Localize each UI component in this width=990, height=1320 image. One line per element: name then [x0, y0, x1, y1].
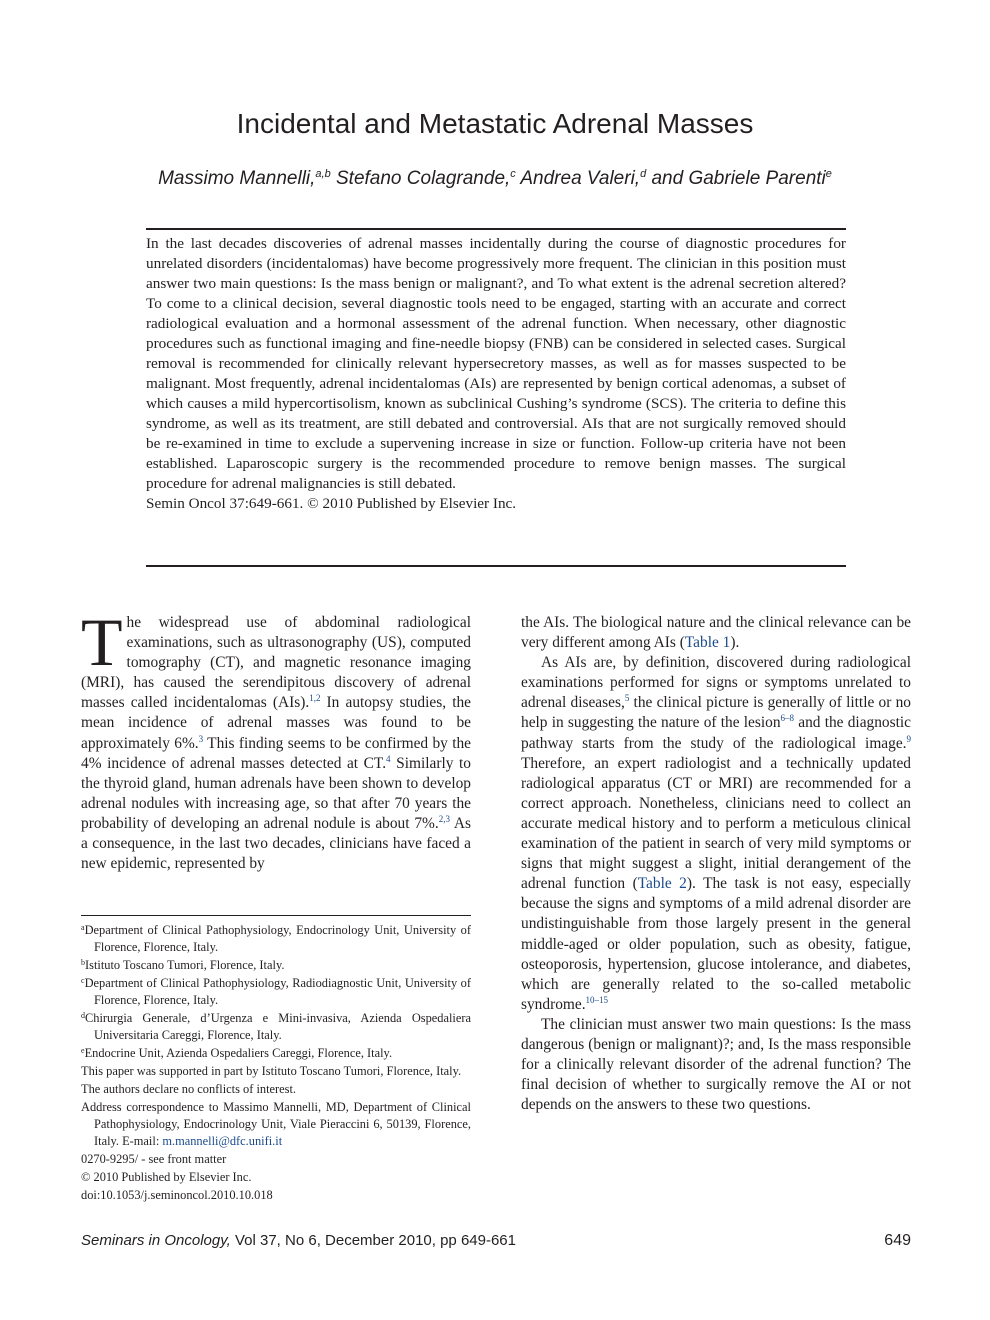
- journal-name: Seminars in Oncology,: [81, 1232, 231, 1249]
- body-text-run: In autopsy studies, the mean incidence of adrenal masses was found to be approximately 6%.: [81, 694, 471, 752]
- footnote-issn: 0270-9295/ - see front matter: [81, 1152, 227, 1166]
- reference-superscript[interactable]: 4: [386, 753, 391, 764]
- footnote-copyright: © 2010 Published by Elsevier Inc.: [81, 1170, 252, 1184]
- body-column-left: [81, 604, 471, 874]
- body-text-run: the AIs. The biological nature and the clinical relevance can be very different among AIs (: [521, 614, 911, 652]
- footnote-support: This paper was supported in part by Istituto Toscano Tumori, Florence, Italy.: [81, 1064, 462, 1078]
- body-text-run: As a consequence, in the last two decades, clinicians have faced a new epidemic, represented by: [81, 814, 471, 873]
- reference-superscript[interactable]: 2,3: [438, 813, 450, 824]
- author-list: [0, 168, 990, 190]
- reference-superscript[interactable]: 3: [198, 733, 204, 744]
- body-text-run: he widespread use of abdominal radiological examinations, such as ultrasonography (US), computed tomography (CT), and magnetic resonance imaging (MRI), has caused the serendipitous discovery of adrenal masses called incidentalomas (AIs).: [81, 614, 471, 712]
- abstract-citation: Semin Oncol 37:649-661. © 2010 Published by Elsevier Inc.: [146, 495, 517, 512]
- footnote-affiliation-a: $^a$Department of Clinical Pathophysiology, Endocrinology Unit, University of Florence, Florence, Italy.: [81, 923, 471, 954]
- body-text-run: and the diagnostic pathway starts from the study of the radiological image.: [521, 714, 911, 752]
- footnote-affiliation-e: $^e$Endocrine Unit, Azienda Ospedaliers Careggi, Florence, Italy.: [81, 1046, 393, 1060]
- footnote-affiliation-b: $^b$Istituto Toscano Tumori, Florence, Italy.: [81, 958, 285, 972]
- journal-footer: [81, 1232, 911, 1249]
- footnote-rule: [81, 915, 471, 916]
- author-name: Stefano Colagrande,: [330, 168, 511, 189]
- body-text-run: This finding seems to be confirmed by the 4% incidence of adrenal masses detected at CT.: [81, 734, 471, 772]
- body-text-run: As AIs are, by definition, discovered during radiological examinations performed for signs or symptoms unrelated to adrenal diseases,: [521, 654, 911, 712]
- abstract-top-rule: [146, 228, 846, 230]
- footnotes: [81, 922, 471, 1205]
- article-title: Incidental and Metastatic Adrenal Masses: [236, 108, 754, 139]
- abstract-bottom-rule: [146, 565, 846, 567]
- body-text-run: ). The task is not easy, especially because the signs and symptoms of a mild adrenal disorder are undistinguishable from those largely present in the general middle-aged or older population, such as obesity, fatigue, osteoporosis, hypertension, glucose intolerance, and diabetes, which are generally related to the so-called metabolic syndrome.: [521, 875, 911, 1013]
- table-link[interactable]: Table 1: [684, 634, 731, 652]
- reference-superscript[interactable]: 1,2: [309, 693, 321, 704]
- page-number: 649: [884, 1232, 911, 1249]
- abstract: [146, 234, 846, 514]
- affiliation-mark: e: [825, 168, 832, 180]
- reference-superscript[interactable]: 9: [906, 733, 911, 744]
- body-paragraph-3: The clinician must answer two main questions: Is the mass dangerous (benign or malignant)?; and, Is the mass responsible for a clinically relevant disorder of the adrenal function? The final decision of whether to surgically remove the AI or not depends on the answers to these two questions.: [521, 1015, 911, 1114]
- affiliation-mark: c: [510, 168, 516, 180]
- reference-superscript[interactable]: 10–15: [585, 994, 609, 1005]
- footnote-affiliation-d: $^d$Chirurgia Generale, d’Urgenza e Mini-invasiva, Azienda Ospedaliera Universitaria Careggi, Florence, Italy.: [81, 1011, 471, 1042]
- affiliation-mark: a,b: [315, 168, 331, 180]
- body-paragraph-1-continued: [521, 613, 911, 653]
- body-paragraph-1: [81, 604, 471, 874]
- body-column-right: [521, 613, 911, 1115]
- author-name: Andrea Valeri,: [515, 168, 641, 189]
- footnote-doi: doi:10.1053/j.seminoncol.2010.10.018: [81, 1188, 273, 1202]
- table-link[interactable]: Table 2: [637, 875, 687, 893]
- body-text-run: Similarly to the thyroid gland, human adrenals have been shown to develop adrenal nodules with increasing age, so that after 70 years the probability of developing an adrenal nodule is about 7%.: [81, 754, 471, 832]
- footnote-address: Address correspondence to Massimo Mannelli, MD, Department of Clinical Pathophysiology, Endocrinology Unit, Viale Pieraccini 6, 50139, Florence, Italy. E-mail: m.mannelli@dfc.unifi.it: [81, 1100, 471, 1148]
- affiliation-mark: d: [640, 168, 647, 180]
- abstract-text: In the last decades discoveries of adrenal masses incidentally during the course of diagnostic procedures for unrelated disorders (incidentalomas) have become progressively more frequent. The clinician in this position must answer two main questions: Is the mass benign or malignant?, and To what extent is the adrenal secretion altered? To come to a clinical decision, several diagnostic tools need to be engaged, starting with an accurate and correct radiological evaluation and a hormonal assessment of the adrenal function. When necessary, other diagnostic procedures such as functional imaging and fine-needle biopsy (FNB) can be considered in selected cases. Surgical removal is recommended for clinically relevant hypersecretory masses, as well as for masses suspected to be malignant. Most frequently, adrenal incidentalomas (AIs) are represented by benign cortical adenomas, a subset of which causes a mild hypercortisolism, known as subclinical Cushing’s syndrome (SCS). The criteria to define this syndrome, as well as its treatment, are still debated and controversial. AIs that are not surgically removed should be re-examined in time to exclude a supervening increase in size or function. Follow-up criteria have not been established. Laparoscopic surgery is the recommended procedure to remove benign masses. The surgical procedure for adrenal malignancies is still debated.: [146, 235, 846, 492]
- body-text-run: Therefore, an expert radiologist and a technically updated radiological apparatus (CT or MRI) are recommended for a correct approach. Nonetheless, clinicians need to collect an accurate medical history and to perform a meticulous clinical examination of the patient in search of very mild symptoms or signs that might suggest a slight, initial derangement of the adrenal function (: [521, 754, 911, 893]
- email-link[interactable]: m.mannelli@dfc.unifi.it: [162, 1134, 283, 1148]
- body-text-run: ).: [730, 634, 740, 652]
- footnote-affiliation-c: $^c$Department of Clinical Pathophysiology, Radiodiagnostic Unit, University of Florence, Florence, Italy.: [81, 976, 471, 1007]
- footnote-conflicts: The authors declare no conflicts of interest.: [81, 1082, 297, 1096]
- author-name: Massimo Mannelli,: [158, 168, 316, 189]
- journal-details: Vol 37, No 6, December 2010, pp 649-661: [230, 1232, 516, 1249]
- drop-cap: T: [81, 604, 123, 680]
- body-paragraph-2: [521, 653, 911, 1015]
- body-text-run: the clinical picture is generally of little or no help in suggesting the nature of the lesion: [521, 694, 911, 732]
- reference-superscript[interactable]: 5: [624, 693, 630, 704]
- author-name: and Gabriele Parenti: [646, 168, 826, 189]
- reference-superscript[interactable]: 6–8: [780, 713, 795, 724]
